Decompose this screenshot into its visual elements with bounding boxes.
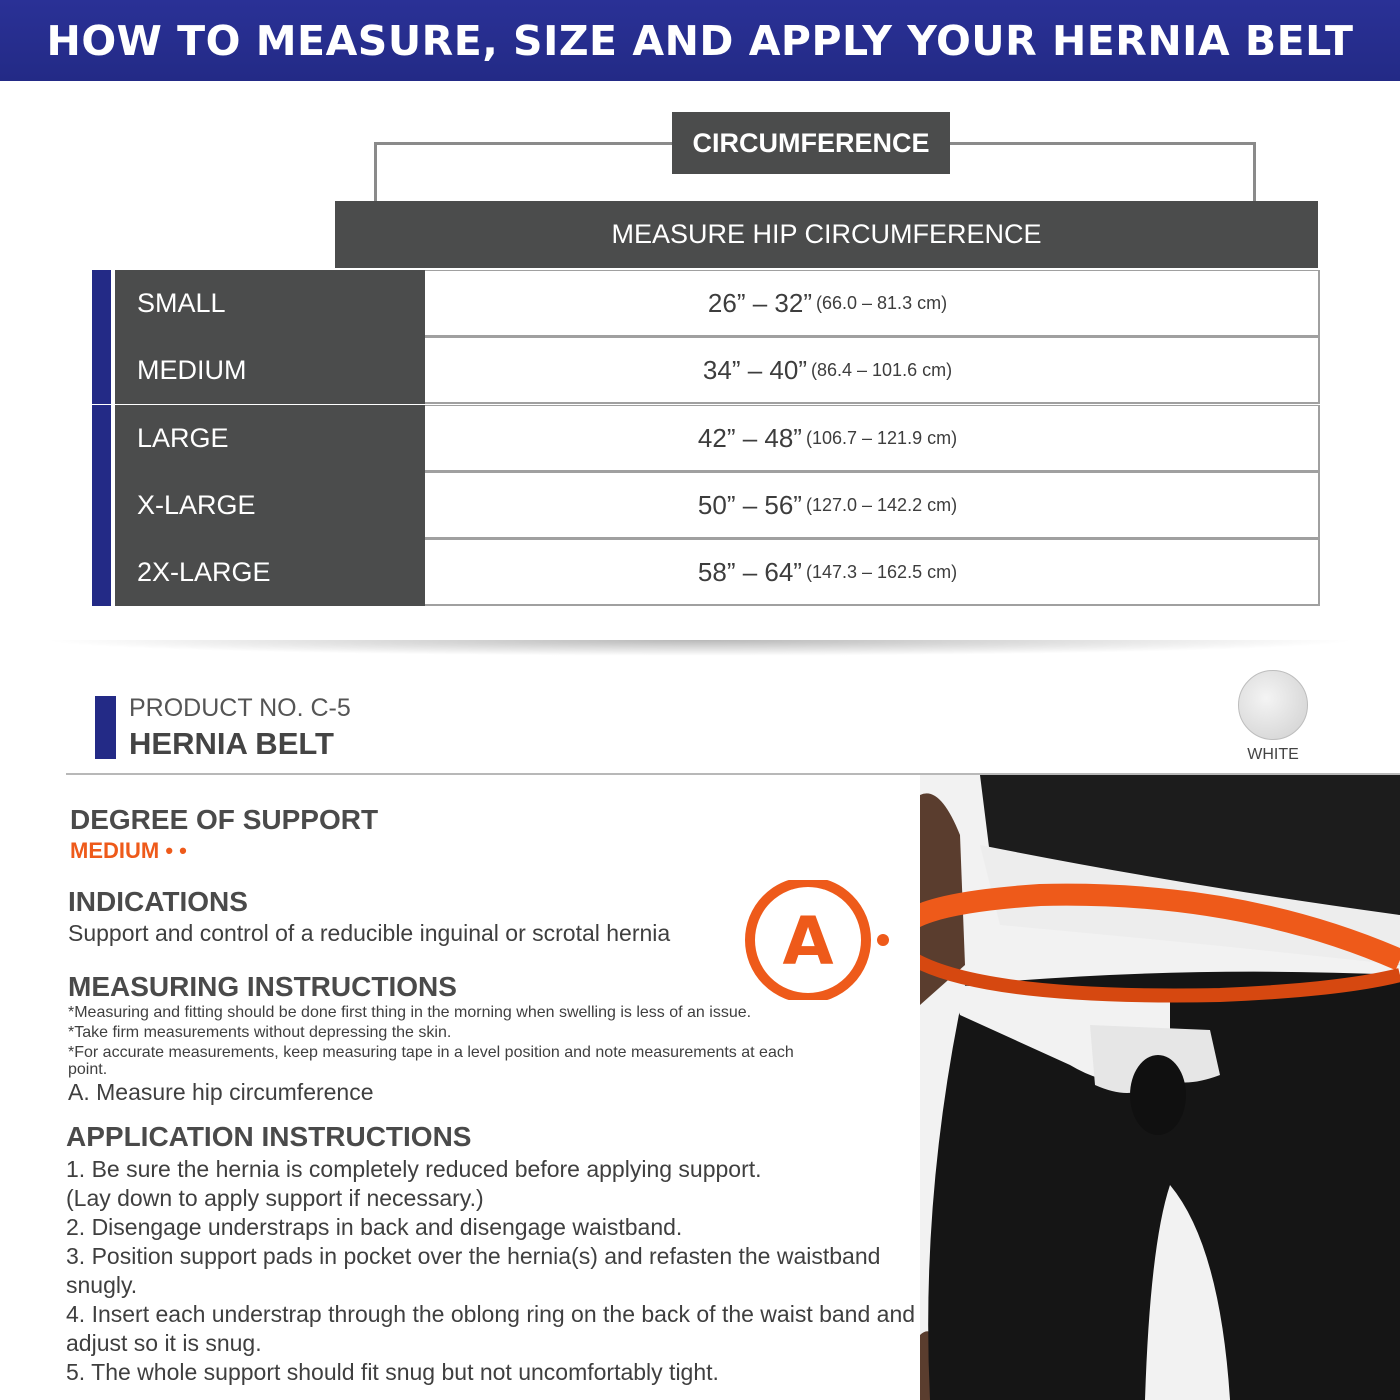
product-number: PRODUCT NO. C-5 xyxy=(129,694,351,722)
product-illustration xyxy=(920,775,1400,1400)
color-swatch-label: WHITE xyxy=(1247,746,1299,763)
marker-a-icon xyxy=(740,880,920,1000)
support-heading: DEGREE OF SUPPORT xyxy=(70,804,379,835)
groin-area xyxy=(1130,1055,1186,1135)
size-value xyxy=(335,472,1320,539)
size-cm: (86.4 – 101.6 cm) xyxy=(811,359,953,380)
size-value xyxy=(335,270,1320,337)
size-inches: 26” – 32” xyxy=(707,287,812,318)
size-inches: 42” – 48” xyxy=(697,422,802,453)
application-step: 1. Be sure the hernia is completely reduced before applying support. xyxy=(66,1156,762,1182)
size-chart-header: MEASURE HIP CIRCUMFERENCE xyxy=(335,201,1318,268)
indications-text: Support and control of a reducible inguinal or scrotal hernia xyxy=(68,920,671,946)
application-step: 4. Insert each understrap through the oblong ring on the back of the waist band and adjust so it is snug. xyxy=(66,1301,916,1356)
size-inches: 58” – 64” xyxy=(697,556,802,587)
size-value xyxy=(335,539,1320,606)
row-accent xyxy=(92,539,111,606)
size-label: SMALL xyxy=(115,270,425,337)
size-value xyxy=(335,337,1320,404)
page-banner xyxy=(0,0,1400,81)
size-row-x-large xyxy=(92,472,1320,539)
row-accent xyxy=(92,405,111,472)
size-cm: (127.0 – 142.2 cm) xyxy=(805,494,958,515)
color-swatch xyxy=(1238,670,1308,740)
measuring-note: *For accurate measurements, keep measuring tape in a level position and note measurements at each point. xyxy=(68,1044,794,1078)
product-photo xyxy=(920,775,1400,1400)
size-label: 2X-LARGE xyxy=(115,539,425,606)
application-step: 5. The whole support should fit snug but not uncomfortably tight. xyxy=(66,1359,719,1385)
application-steps xyxy=(66,1155,916,1387)
row-accent xyxy=(92,270,111,337)
size-value xyxy=(335,405,1320,472)
size-row-large xyxy=(92,405,1320,472)
support-level: MEDIUM • • xyxy=(70,838,187,863)
size-cm: (147.3 – 162.5 cm) xyxy=(805,561,958,582)
row-accent xyxy=(92,337,111,404)
measuring-step-a: A. Measure hip circumference xyxy=(68,1079,374,1105)
size-row-small xyxy=(92,270,1320,337)
measuring-heading: MEASURING INSTRUCTIONS xyxy=(68,971,457,1002)
marker-pointer-dot xyxy=(877,934,889,946)
size-label: MEDIUM xyxy=(115,337,425,404)
circumference-tag: CIRCUMFERENCE xyxy=(672,112,950,174)
indications-heading: INDICATIONS xyxy=(68,886,248,917)
size-label: X-LARGE xyxy=(115,472,425,539)
size-cm: (106.7 – 121.9 cm) xyxy=(805,427,958,448)
size-inches: 34” – 40” xyxy=(702,354,807,385)
page-title: HOW TO MEASURE, SIZE AND APPLY YOUR HERNIA BELT xyxy=(46,16,1354,65)
size-label: LARGE xyxy=(115,405,425,472)
marker-letter: A xyxy=(782,903,834,980)
size-inches: 50” – 56” xyxy=(697,489,802,520)
measuring-note: *Take firm measurements without depressing the skin. xyxy=(68,1024,452,1041)
size-row-2x-large xyxy=(92,539,1320,606)
row-accent xyxy=(92,472,111,539)
application-step: 3. Position support pads in pocket over the hernia(s) and refasten the waistband snugly. xyxy=(66,1243,881,1298)
measuring-note: *Measuring and fitting should be done first thing in the morning when swelling is less of an issue. xyxy=(68,1004,752,1021)
size-cm: (66.0 – 81.3 cm) xyxy=(816,292,948,313)
section-divider xyxy=(40,640,1360,656)
application-heading: APPLICATION INSTRUCTIONS xyxy=(66,1121,472,1152)
size-row-medium xyxy=(92,337,1320,404)
application-step: 2. Disengage understraps in back and disengage waistband. xyxy=(66,1214,683,1240)
product-name: HERNIA BELT xyxy=(129,726,334,761)
product-accent-bar xyxy=(95,696,116,759)
application-step: (Lay down to apply support if necessary.) xyxy=(66,1185,484,1211)
